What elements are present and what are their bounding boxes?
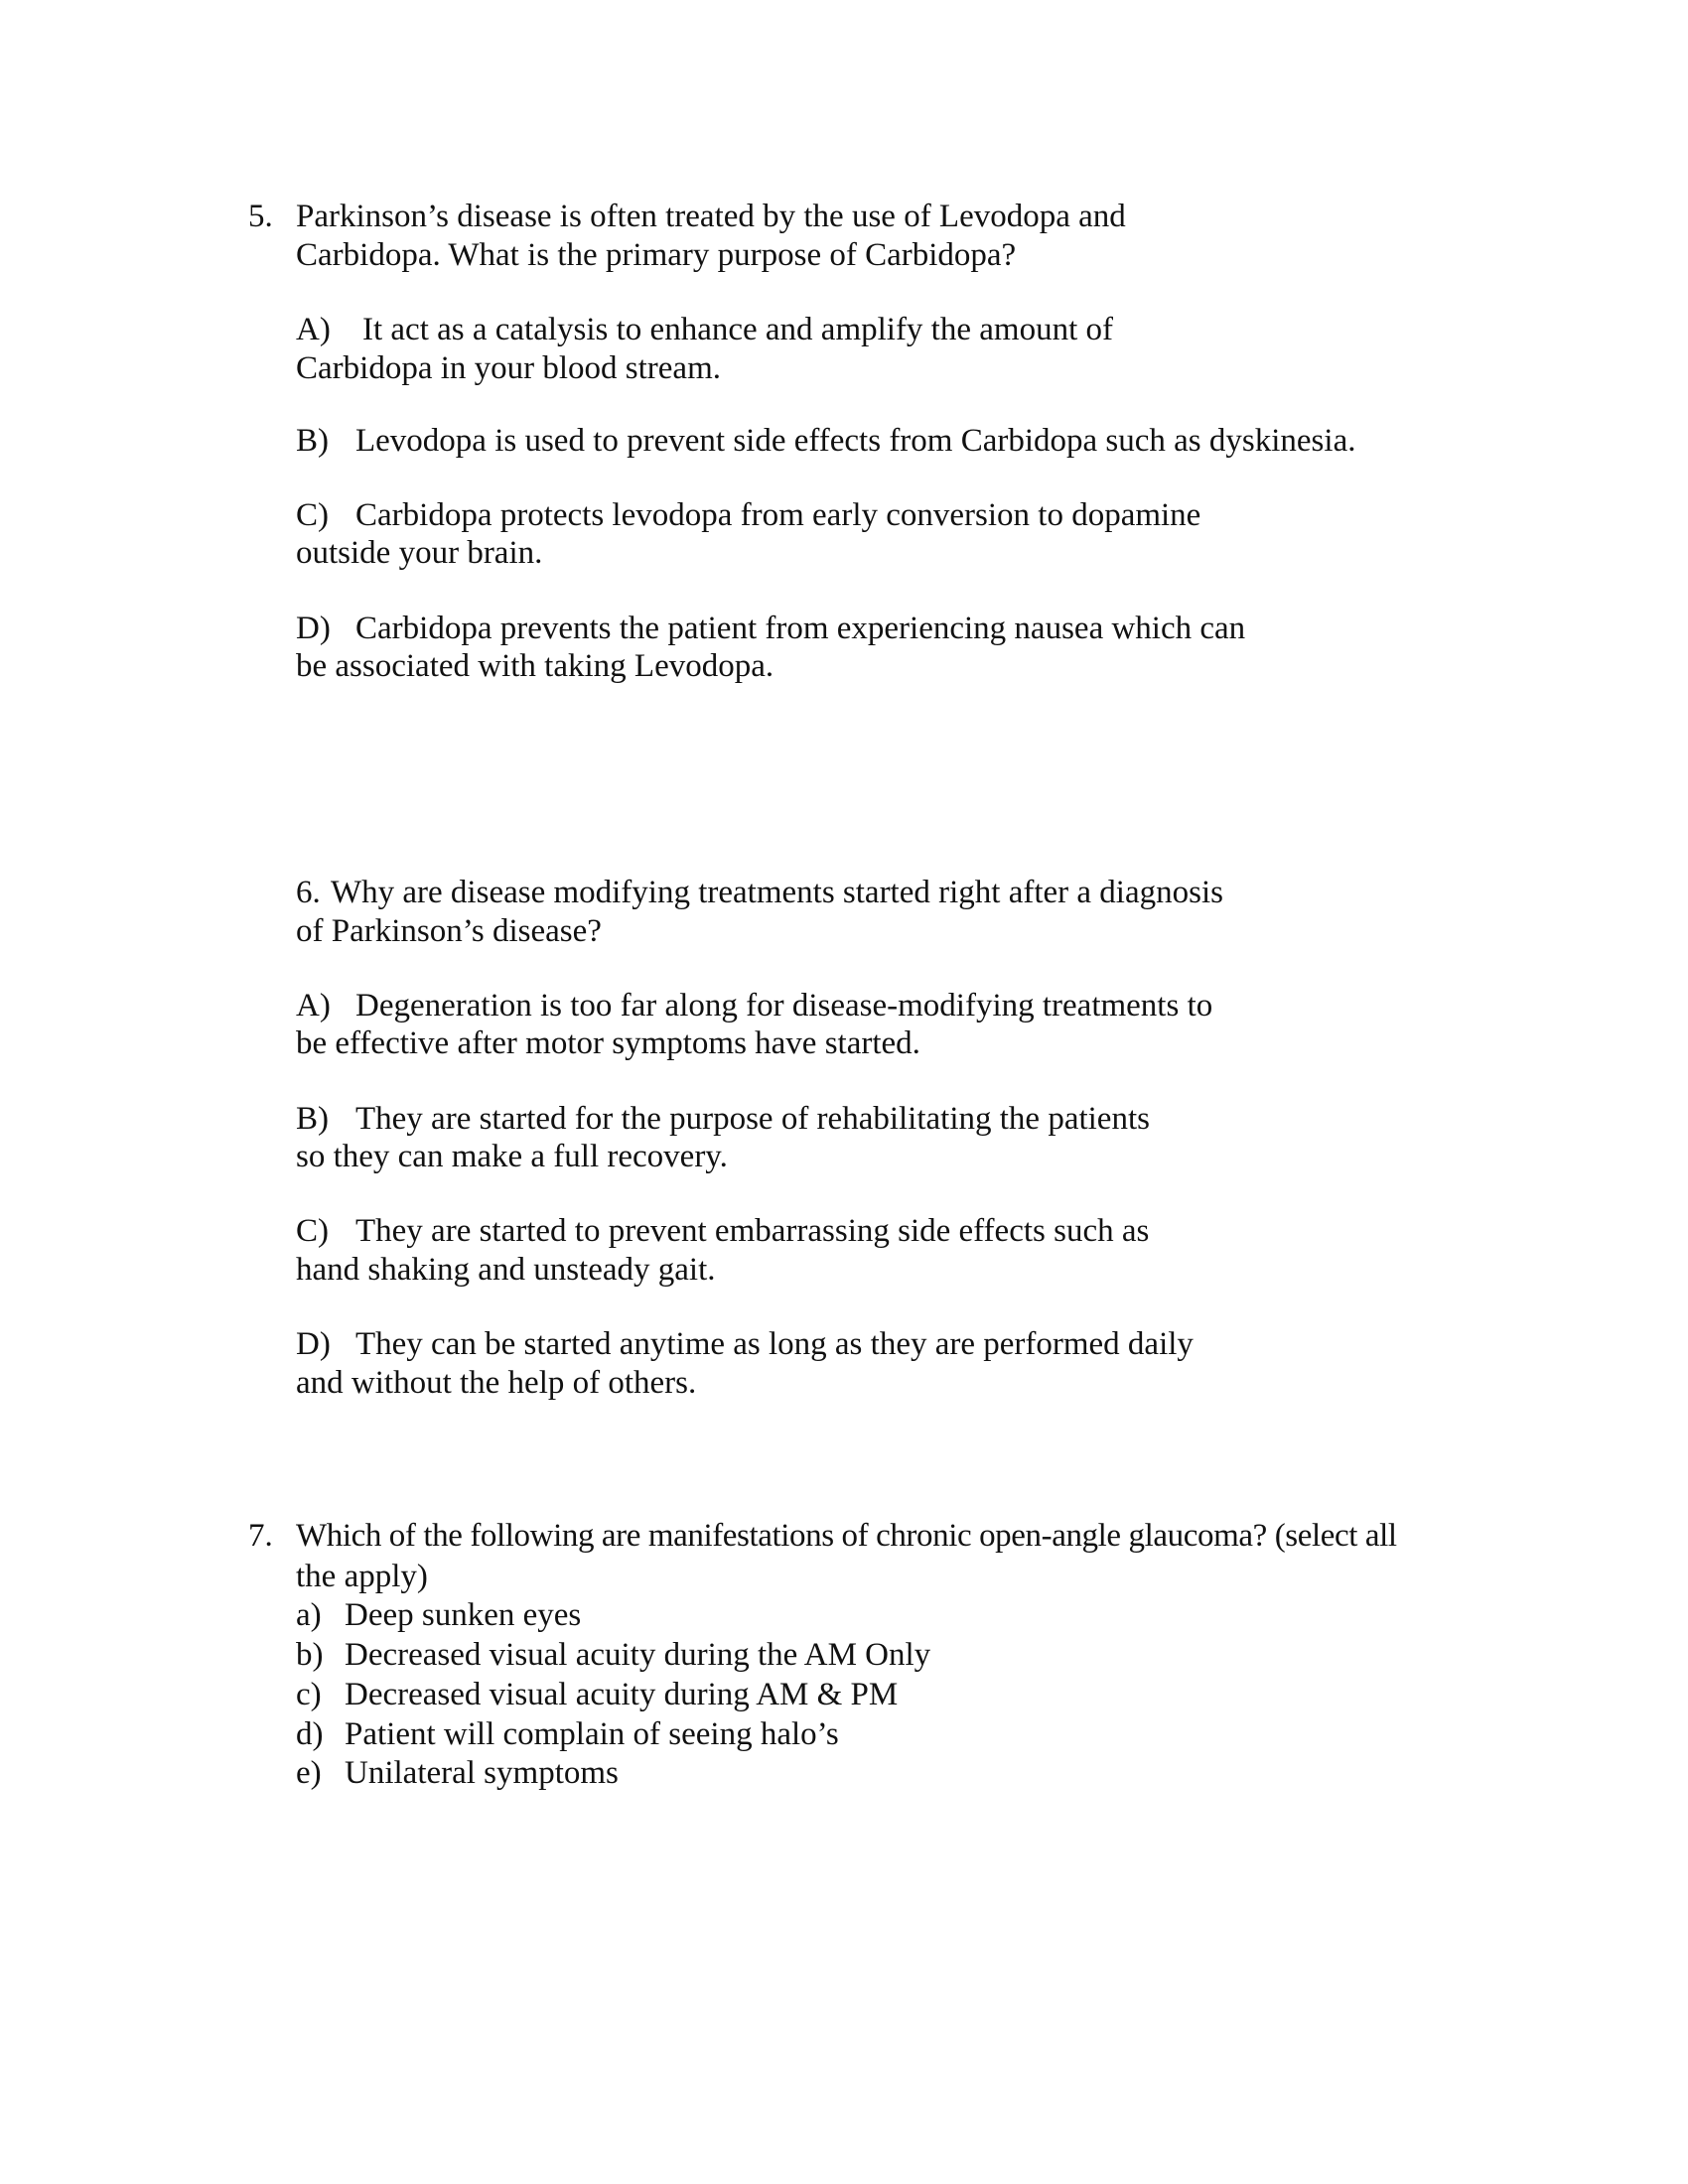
option-label: C) xyxy=(296,1213,329,1249)
option-text: Deep sunken eyes xyxy=(345,1597,582,1633)
question-number: 6. xyxy=(296,875,321,910)
option-text: Carbidopa prevents the patient from experiencing nausea which can xyxy=(355,611,1246,646)
option-label: B) xyxy=(296,423,329,459)
option-label: d) xyxy=(296,1716,324,1752)
option-text: Patient will complain of seeing halo’s xyxy=(345,1716,839,1752)
option-text: outside your brain. xyxy=(296,535,543,571)
question-stem: Which of the following are manifestations of chronic open-angle glaucoma? (select all xyxy=(296,1518,1397,1554)
question-stem: Why are disease modifying treatments started right after a diagnosis xyxy=(331,875,1223,910)
option-label: B) xyxy=(296,1101,329,1137)
option-text: They are started for the purpose of rehabilitating the patients xyxy=(355,1101,1150,1137)
option-label: D) xyxy=(296,1326,331,1362)
option-text: Degeneration is too far along for disease-modifying treatments to xyxy=(355,988,1213,1024)
option-label: D) xyxy=(296,611,331,646)
option-text: Levodopa is used to prevent side effects from Carbidopa such as dyskinesia. xyxy=(355,423,1356,459)
question-number: 5. xyxy=(248,199,273,234)
option-label: C) xyxy=(296,497,329,533)
option-label: A) xyxy=(296,988,331,1024)
option-text: be effective after motor symptoms have started. xyxy=(296,1025,920,1061)
option-text: be associated with taking Levodopa. xyxy=(296,648,774,684)
question-stem: of Parkinson’s disease? xyxy=(296,913,602,949)
option-text: and without the help of others. xyxy=(296,1365,697,1401)
option-label: a) xyxy=(296,1597,322,1633)
option-label: b) xyxy=(296,1637,324,1673)
option-text: hand shaking and unsteady gait. xyxy=(296,1252,716,1288)
option-text: It act as a catalysis to enhance and amplify the amount of xyxy=(362,312,1113,347)
option-label: c) xyxy=(296,1677,322,1712)
option-text: Unilateral symptoms xyxy=(345,1755,619,1791)
option-text: Carbidopa in your blood stream. xyxy=(296,350,722,386)
question-stem: the apply) xyxy=(296,1559,428,1594)
question-number: 7. xyxy=(248,1518,273,1554)
option-text: Decreased visual acuity during AM & PM xyxy=(345,1677,899,1712)
option-text: They can be started anytime as long as they are performed daily xyxy=(355,1326,1194,1362)
question-stem: Carbidopa. What is the primary purpose of Carbidopa? xyxy=(296,237,1017,273)
question-stem: Parkinson’s disease is often treated by the use of Levodopa and xyxy=(296,199,1126,234)
option-text: so they can make a full recovery. xyxy=(296,1139,728,1174)
option-label: e) xyxy=(296,1755,322,1791)
option-text: Carbidopa protects levodopa from early conversion to dopamine xyxy=(355,497,1201,533)
option-label: A) xyxy=(296,312,331,347)
option-text: Decreased visual acuity during the AM Only xyxy=(345,1637,931,1673)
option-text: They are started to prevent embarrassing side effects such as xyxy=(355,1213,1150,1249)
